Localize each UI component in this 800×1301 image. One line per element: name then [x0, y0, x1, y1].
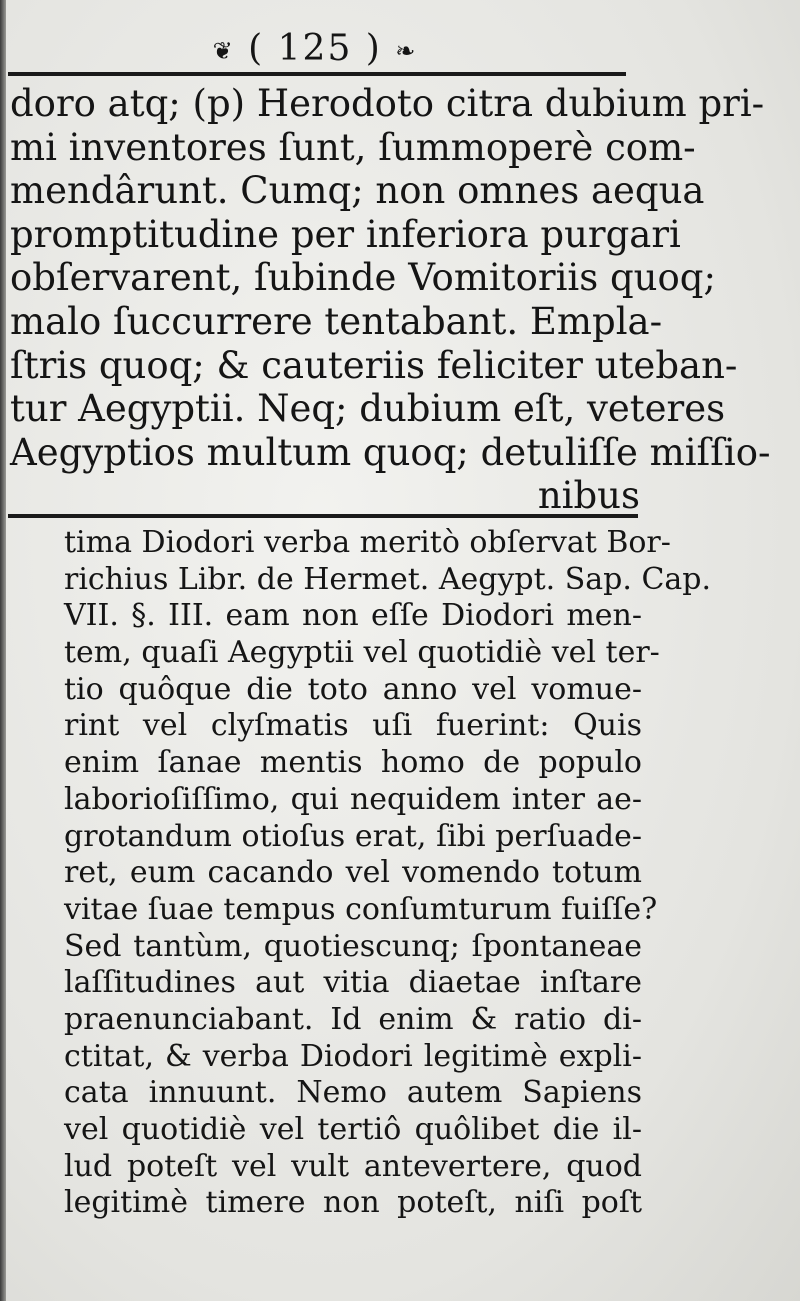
- page-header: [190, 28, 440, 69]
- main-line: mendârunt. Cumq; non omnes aequa: [10, 169, 705, 213]
- note-line: tima Diodori verba meritò obſervat Bor-: [64, 525, 671, 560]
- note-line: legitimè timere non poteſt, niſi poſt: [64, 1185, 642, 1221]
- footnote-text: [64, 525, 712, 1222]
- main-line: obſervarent, ſubinde Vomitoriis quoq;: [10, 256, 716, 300]
- note-line: cata innuunt. Nemo autem Sapiens: [64, 1075, 642, 1111]
- note-line: richius Libr. de Hermet. Aegypt. Sap. Cap.: [64, 561, 712, 597]
- note-line: tem, quaſi Aegyptii vel quotidiè vel ter-: [64, 635, 660, 671]
- note-line: enim ſanae mentis homo de populo: [64, 745, 642, 781]
- note-line: vitae ſuae tempus conſumturum fuiſſe?: [64, 891, 658, 927]
- main-line: Aegyptios multum quoq; detuliſſe miſſio-: [10, 430, 771, 474]
- note-line: vel quotidiè vel tertiô quôlibet die il-: [64, 1112, 642, 1147]
- note-line: grotandum otioſus erat, ſibi perſuade-: [64, 818, 642, 854]
- note-line: VII. §. III. eam non eſſe Diodori men-: [64, 598, 642, 634]
- note-line: Sed tantùm, quotiescunq; ſpontaneae: [64, 928, 642, 964]
- main-line: doro atq; (p) Herodoto citra dubium pri-: [10, 82, 765, 125]
- note-line: lud poteſt vel vult antevertere, quod: [64, 1148, 642, 1184]
- note-line: praenunciabant. Id enim & ratio di-: [64, 1001, 642, 1037]
- page-number: ( 125 ): [248, 28, 382, 69]
- main-line: malo ſuccurrere tentabant. Empla-: [10, 299, 663, 343]
- main-line: mi inventores ſunt, ſummoperè com-: [10, 125, 696, 169]
- note-line: ctitat, & verba Diodori legitimè expli-: [64, 1038, 642, 1074]
- footnote-rule: [8, 514, 638, 518]
- header-rule: [8, 72, 626, 76]
- note-line: laborioſiſſimo, qui nequidem inter ae-: [64, 781, 642, 817]
- note-line: ret, eum cacando vel vomendo totum: [64, 855, 642, 891]
- note-line: tio quôque die toto anno vel vomue-: [64, 671, 642, 707]
- scan-edge: [0, 0, 6, 1301]
- main-line: promptitudine per inferiora purgari: [10, 212, 681, 256]
- main-line: tur Aegyptii. Neq; dubium eſt, veteres: [10, 387, 726, 431]
- main-text: [10, 82, 771, 518]
- main-line: ſtris quoq; & cauteriis feliciter uteban-: [10, 343, 738, 387]
- main-line: nibus: [537, 474, 640, 518]
- note-line: rint vel clyſmatis uſi fuerint: Quis: [64, 708, 642, 744]
- ornament-right-icon: ❧: [395, 37, 418, 65]
- ornament-left-icon: ❦: [212, 37, 235, 65]
- note-line: laſſitudines aut vitia diaetae inſtare: [64, 965, 642, 1001]
